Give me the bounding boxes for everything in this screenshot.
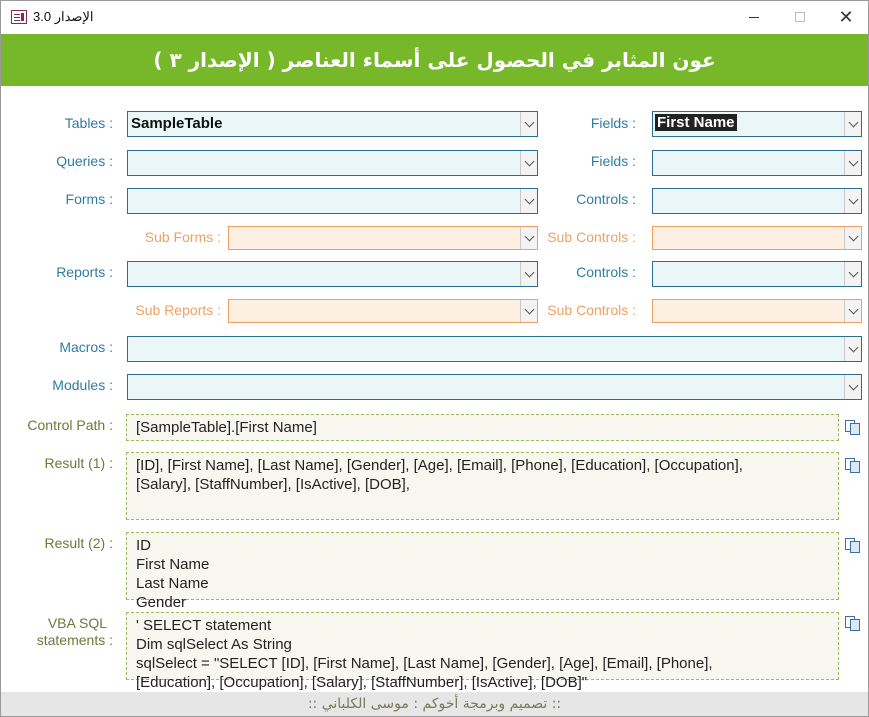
chevron-down-icon[interactable] (844, 375, 861, 399)
result2-line: Last Name (136, 575, 209, 592)
sub-forms-label: Sub Forms : (144, 229, 221, 245)
control-path-label: Control Path : (27, 417, 113, 433)
chevron-down-icon[interactable] (844, 300, 861, 322)
forms-combo[interactable] (127, 188, 538, 214)
control-path-textbox[interactable] (126, 414, 839, 441)
query-fields-combo[interactable] (652, 150, 862, 176)
reports-combo[interactable] (127, 261, 538, 287)
chevron-down-icon[interactable] (520, 189, 537, 213)
sub-report-controls-label: Sub Controls : (547, 302, 636, 318)
tables-value: SampleTable (131, 115, 223, 132)
vba-sql-line: ' SELECT statement (136, 617, 272, 634)
result1-line: [Salary], [StaffNumber], [IsActive], [DOB], (136, 476, 410, 493)
result2-line: ID (136, 537, 151, 554)
vba-sql-label-line2: statements : (36, 632, 113, 648)
minimize-button[interactable] (731, 1, 777, 33)
copy-icon[interactable] (844, 419, 862, 435)
result1-textbox[interactable] (126, 452, 839, 520)
close-icon: ✕ (838, 6, 854, 27)
macros-label: Macros : (59, 339, 113, 355)
vba-sql-line: sqlSelect = "SELECT [ID], [First Name], [Last Name], [Gender], [Age], [Email], [Phone], (136, 655, 713, 672)
copy-icon[interactable] (844, 457, 862, 473)
result1-line: [ID], [First Name], [Last Name], [Gender], [Age], [Email], [Phone], [Education], [Occupation], (136, 457, 743, 474)
maximize-button[interactable] (777, 1, 823, 33)
report-controls-combo[interactable] (652, 261, 862, 287)
queries-combo[interactable] (127, 150, 538, 176)
maximize-icon (795, 12, 805, 22)
footer (1, 692, 868, 716)
banner-title: عون المثابر في الحصول على أسماء العناصر ( الإصدار ٣ ) (153, 48, 716, 72)
fields-combo[interactable] (652, 111, 862, 137)
header-banner (1, 34, 868, 86)
sub-report-controls-combo[interactable] (652, 299, 862, 323)
window-title: الإصدار 3.0 (33, 9, 94, 24)
chevron-down-icon[interactable] (844, 189, 861, 213)
vba-sql-line: [Education], [Occupation], [Salary], [StaffNumber], [IsActive], [DOB]" (136, 674, 588, 691)
report-controls-label: Controls : (576, 264, 636, 280)
macros-combo[interactable] (127, 336, 862, 362)
minimize-icon (749, 17, 759, 18)
chevron-down-icon[interactable] (520, 262, 537, 286)
chevron-down-icon[interactable] (520, 112, 537, 136)
forms-label: Forms : (65, 191, 113, 207)
reports-label: Reports : (56, 264, 113, 280)
fields-value: First Name (657, 114, 735, 131)
query-fields-label: Fields : (590, 153, 636, 169)
chevron-down-icon[interactable] (844, 151, 861, 175)
vba-sql-line: Dim sqlSelect As String (136, 636, 292, 653)
form-controls-label: Controls : (576, 191, 636, 207)
tables-label: Tables : (64, 115, 113, 131)
sub-reports-combo[interactable] (228, 299, 538, 323)
form-icon (11, 10, 27, 24)
control-path-value: [SampleTable].[First Name] (136, 419, 317, 436)
chevron-down-icon[interactable] (844, 337, 861, 361)
modules-label: Modules : (52, 377, 113, 393)
sub-form-controls-label: Sub Controls : (547, 229, 636, 245)
chevron-down-icon[interactable] (844, 112, 861, 136)
title-bar (1, 1, 868, 34)
result2-line: First Name (136, 556, 210, 573)
close-button[interactable] (823, 1, 869, 33)
result2-line: Gender (136, 594, 187, 611)
chevron-down-icon[interactable] (520, 227, 537, 249)
queries-label: Queries : (56, 153, 113, 169)
chevron-down-icon[interactable] (520, 151, 537, 175)
result1-label: Result (1) : (44, 455, 113, 471)
fields-label: Fields : (590, 115, 636, 131)
sub-form-controls-combo[interactable] (652, 226, 862, 250)
chevron-down-icon[interactable] (844, 227, 861, 249)
result2-label: Result (2) : (44, 535, 113, 551)
vba-sql-label-line1: VBA SQL (47, 615, 107, 631)
result2-textbox[interactable] (126, 532, 839, 611)
footer-credit: :: تصميم وبرمجة أخوكم : موسى الكلباني :: (307, 696, 562, 712)
vba-sql-textbox[interactable] (126, 612, 839, 691)
tables-combo[interactable] (127, 111, 538, 137)
sub-reports-label: Sub Reports : (135, 302, 221, 318)
sub-forms-combo[interactable] (228, 226, 538, 250)
chevron-down-icon[interactable] (520, 300, 537, 322)
form-controls-combo[interactable] (652, 188, 862, 214)
chevron-down-icon[interactable] (844, 262, 861, 286)
copy-icon[interactable] (844, 537, 862, 553)
copy-icon[interactable] (844, 615, 862, 631)
modules-combo[interactable] (127, 374, 862, 400)
